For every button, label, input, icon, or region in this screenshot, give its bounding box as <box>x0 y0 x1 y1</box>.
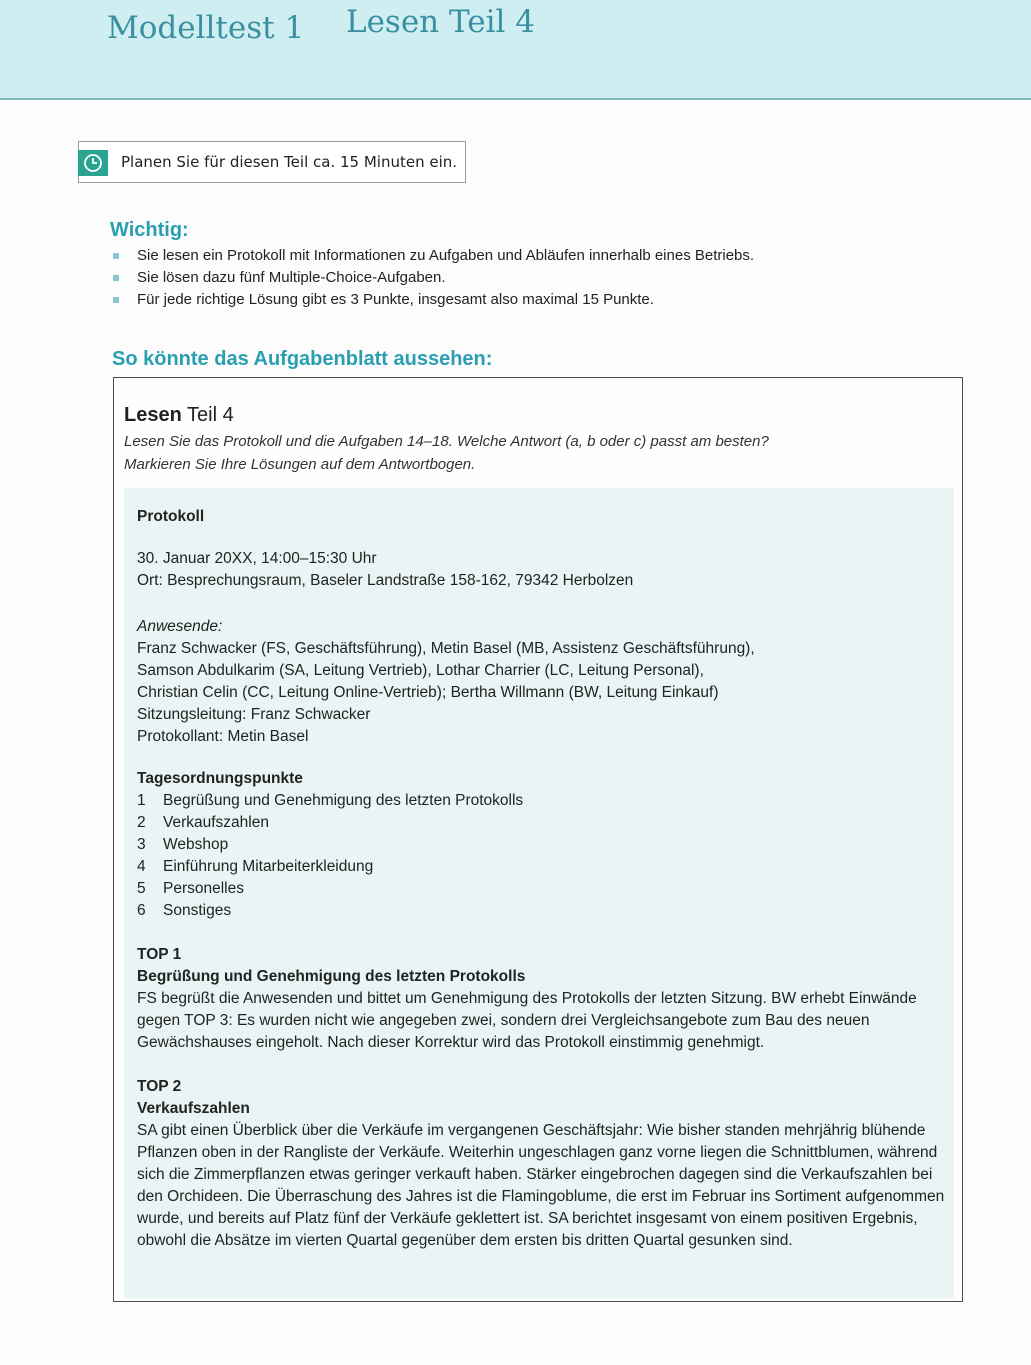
sheet-heading: So könnte das Aufgabenblatt aussehen: <box>112 348 493 370</box>
agenda-number: 3 <box>137 836 146 853</box>
important-heading: Wichtig: <box>110 219 189 241</box>
agenda-text: Einführung Mitarbeiterkleidung <box>163 858 374 875</box>
agenda-text: Verkaufszahlen <box>163 814 269 831</box>
section-title: Lesen Teil 4 <box>346 4 536 40</box>
attendees-label: Anwesende: <box>137 618 223 635</box>
protocol-date: 30. Januar 20XX, 14:00–15:30 Uhr <box>137 550 377 567</box>
agenda-number: 4 <box>137 858 146 875</box>
agenda-heading: Tagesordnungspunkte <box>137 770 303 787</box>
top2-text: SA gibt einen Überblick über die Verkäufe im vergangenen Geschäftsjahr: Wie bisher standen mehrjährig blühende Pflanzen oben in der Rangliste der Verkäufe. Weiterhin ungeschlagen ganz vorne liegen die Schnittblumen, während sich die Zimmerpflanzen etwas geringer verkauft haben. Stärker eingebrochen dagegen sind die Verkaufszahlen bei den Orchideen. Die Überraschung des Jahres ist die Flamingoblume, die erst im Februar ins Sortiment aufgenommen wurde, und bereits auf Platz fünf der Verkäufe geklettert ist. SA berichtet insgesamt von einem positiven Ergebnis, obwohl die Absätze im vierten Quartal gegenüber dem ersten bis dritten Quartal gesunken sind. <box>137 1122 945 1249</box>
top2-title: Verkaufszahlen <box>137 1100 250 1117</box>
top2-label: TOP 2 <box>137 1078 182 1095</box>
agenda-text: Webshop <box>163 836 229 853</box>
top2-section <box>137 1076 947 1252</box>
top1-section <box>137 944 947 1054</box>
protocol-box <box>124 488 954 1298</box>
time-hint-text: Planen Sie für diesen Teil ca. 15 Minuten ein. <box>121 153 458 171</box>
agenda-number: 5 <box>137 880 146 897</box>
list-item: Für jede richtige Lösung gibt es 3 Punkte, insgesamt also maximal 15 Punkte. <box>113 289 754 311</box>
attendees-line: Samson Abdulkarim (SA, Leitung Vertrieb), Lothar Charrier (LC, Leitung Personal), <box>137 662 704 679</box>
agenda-section <box>137 768 523 922</box>
sheet-title-bold: Lesen <box>124 404 182 426</box>
agenda-text: Sonstiges <box>163 902 232 919</box>
agenda-number: 1 <box>137 792 146 809</box>
time-hint-box <box>78 141 466 183</box>
attendees-line: Franz Schwacker (FS, Geschäftsführung), Metin Basel (MB, Assistenz Geschäftsführung), <box>137 640 755 657</box>
attendees-line: Christian Celin (CC, Leitung Online-Vertrieb); Bertha Willmann (BW, Leitung Einkauf) <box>137 684 719 701</box>
agenda-text: Begrüßung und Genehmigung des letzten Protokolls <box>163 792 524 809</box>
list-item: Sie lösen dazu fünf Multiple-Choice-Aufgaben. <box>113 267 754 289</box>
protocol-title: Protokoll <box>137 508 205 525</box>
instruction-line: Lesen Sie das Protokoll und die Aufgaben 14–18. Welche Antwort (a, b oder c) passt am besten? <box>124 433 769 450</box>
instruction-line: Markieren Sie Ihre Lösungen auf dem Antwortbogen. <box>124 456 476 473</box>
list-item: Sie lesen ein Protokoll mit Informationen zu Aufgaben und Abläufen innerhalb eines Betriebs. <box>113 245 754 267</box>
test-title: Modelltest 1 <box>107 10 305 46</box>
protocol-place: Ort: Besprechungsraum, Baseler Landstraße 158-162, 79342 Herbolzen <box>137 572 634 589</box>
list-item <box>137 790 523 812</box>
clock-icon <box>78 150 108 176</box>
chair-line: Sitzungsleitung: Franz Schwacker <box>137 706 371 723</box>
list-item <box>137 856 523 878</box>
important-list <box>113 245 754 311</box>
instruction <box>124 430 769 476</box>
list-item <box>137 900 523 922</box>
top1-label: TOP 1 <box>137 946 182 963</box>
list-item <box>137 834 523 856</box>
recorder-line: Protokollant: Metin Basel <box>137 728 309 745</box>
agenda-number: 2 <box>137 814 146 831</box>
sheet-title-rest: Teil 4 <box>181 404 234 426</box>
top1-text: FS begrüßt die Anwesenden und bittet um Genehmigung des Protokolls der letzten Sitzung. BW erhebt Einwände gegen TOP 3: Es wurden nicht wie angegeben zwei, sondern drei Vergleichsangebote zum Bau des neuen Gewächshauses eingeholt. Nach dieser Korrektur wird das Protokoll einstimmig genehmigt. <box>137 990 917 1051</box>
agenda-number: 6 <box>137 902 146 919</box>
header-band <box>0 0 1031 100</box>
attendees-section <box>137 616 755 748</box>
agenda-text: Personelles <box>163 880 244 897</box>
task-sheet <box>113 377 963 1302</box>
top1-title: Begrüßung und Genehmigung des letzten Protokolls <box>137 968 526 985</box>
list-item <box>137 878 523 900</box>
protocol-meta <box>137 548 633 592</box>
sheet-title <box>124 404 234 427</box>
list-item <box>137 812 523 834</box>
